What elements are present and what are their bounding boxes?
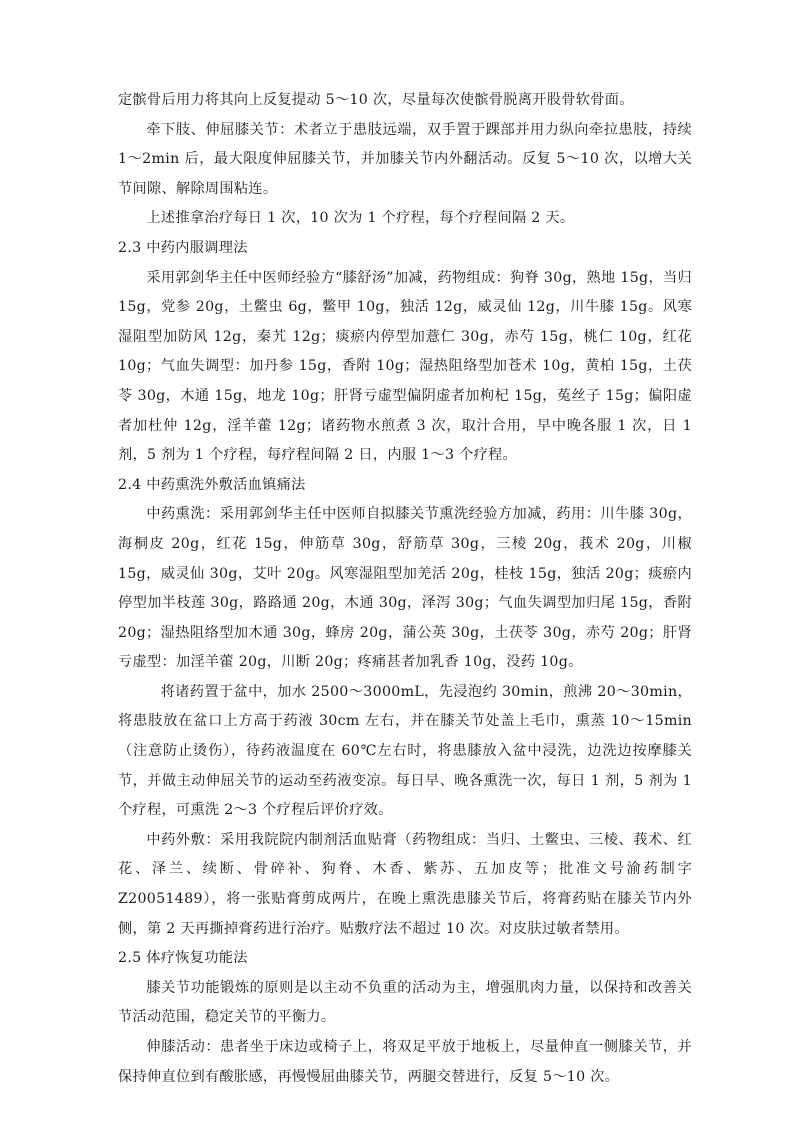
paragraph-exercise-principle: 膝关节功能锻炼的原则是以主动不负重的活动为主，增强肌肉力量，以保持和改善关节活动范围，稳定关节的平衡力。 (118, 979, 692, 1026)
paragraph-traction-knee: 牵下肢、伸屈膝关节：术者立于患肢远端，双手置于踝部并用力纵向牵拉患肢，持续 1～2min 后，最大限度伸屈膝关节，并加膝关节内外翻活动。反复 5～10 次，以增大关节间隙、解除周围粘连。 (118, 121, 692, 197)
section-heading-2-4: 2.4 中药熏洗外敷活血镇痛法 (118, 476, 306, 493)
paragraph-external-plaster: 中药外敷：采用我院院内制剂活血贴膏（药物组成：当归、土鳖虫、三棱、莪术、红花、泽兰、续断、骨碎补、狗脊、木香、紫苏、五加皮等；批准文号渝药制字 Z20051489），将一张贴膏剪成两片，在晚上熏洗患膝关节后，将膏药贴在膝关节内外侧，第 2 天再撕掉膏药进行治疗。贴敷疗法不超过 10 次。对皮肤过敏者禁用。 (118, 831, 692, 937)
paragraph-knee-extension: 伸膝活动：患者坐于床边或椅子上，将双足平放于地板上，尽量伸直一侧膝关节，并保持伸直位到有酸胀感，再慢慢屈曲膝关节，两腿交替进行，反复 5～10 次。 (118, 1039, 692, 1085)
paragraph-fumigation-formula: 中药熏洗：采用郭剑华主任中医师自拟膝关节熏洗经验方加减，药用：川牛膝 30g，海桐皮 20g，红花 15g，伸筋草 30g，舒筋草 30g，三棱 20g，莪术 20g，川椒 15g，威灵仙 30g，艾叶 20g。风寒湿阻型加羌活 20g，桂枝 15g，独活 20g；痰瘀内停型加半枝莲 30g，路路通 20g，木通 30g，泽泻 30g；气血失调型加归尾 15g，香附 20g；湿热阻络型加木通 30g，蜂房 20g，蒲公英 30g，土茯苓 30g，赤芍 20g；肝肾亏虚型：加淫羊藿 20g，川断 20g；疼痛甚者加乳香 10g，没药 10g。 (118, 506, 692, 671)
section-heading-2-5: 2.5 体疗恢复功能法 (118, 950, 248, 967)
paragraph-oral-medicine: 采用郭剑华主任中医师经验方“膝舒汤”加减，药物组成：狗脊 30g，熟地 15g，当归 15g，党参 20g，土鳖虫 6g，鳖甲 10g，独活 12g，威灵仙 12g，川牛膝 15g。风寒湿阻型加防风 12g，秦艽 12g；痰瘀内停型加薏仁 30g，赤芍 15g，桃仁 10g，红花 10g；气血失调型：加丹参 15g，香附 10g；湿热阻络型加苍术 10g，黄柏 15g，土茯苓 30g，木通 15g，地龙 10g；肝肾亏虚型偏阴虚者加枸杞 15g，菟丝子 15g；偏阳虚者加杜仲 12g，淫羊藿 12g；诸药物水煎煮 3 次，取汁合用，早中晚各服 1 次，日 1 剂，5 剂为 1 个疗程，每疗程间隔 2 日，内服 1～3 个疗程。 (118, 269, 692, 464)
section-heading-2-3: 2.3 中药内服调理法 (118, 239, 248, 256)
paragraph-patella-lift: 定髌骨后用力将其向上反复提动 5～10 次，尽量每次使髌骨脱离开股骨软骨面。 (118, 92, 634, 108)
document-page (118, 86, 692, 1092)
paragraph-fumigation-method: 将诸药置于盆中，加水 2500～3000mL，先浸泡约 30min，煎沸 20～30min，将患肢放在盆口上方高于药液 30cm 左右，并在膝关节处盖上毛巾，熏蒸 10～15min（注意防止烫伤），待药液温度在 60℃左右时，将患膝放入盆中浸洗，边洗边按摩膝关节，并做主动伸屈关节的运动至药液变凉。每日早、晚各熏洗一次，每日 1 剂，5 剂为 1 个疗程，可熏洗 2～3 个疗程后评价疗效。 (118, 683, 692, 819)
paragraph-massage-course: 上述推拿治疗每日 1 次，10 次为 1 个疗程，每个疗程间隔 2 天。 (146, 210, 575, 227)
